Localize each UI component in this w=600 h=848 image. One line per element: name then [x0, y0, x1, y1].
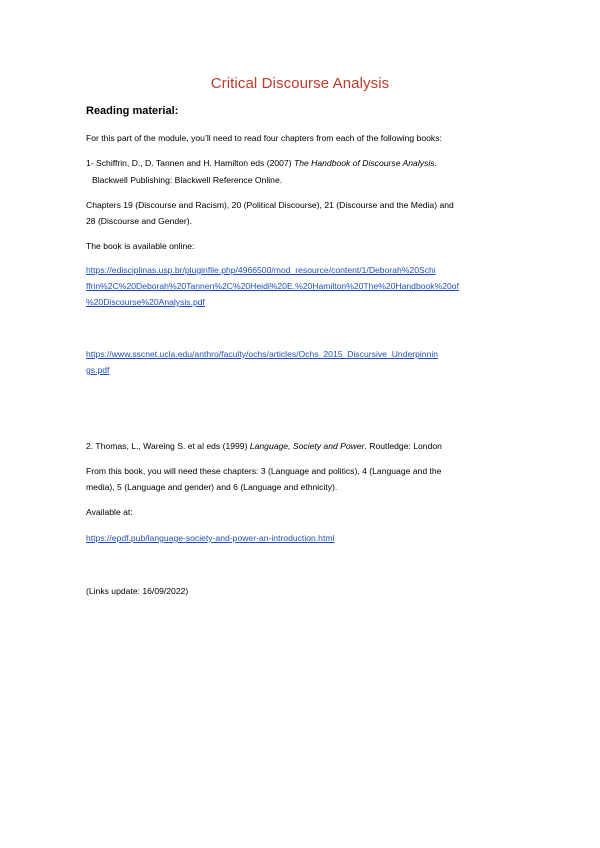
book1-link-1-line2[interactable]: ffrin%2C%20Deborah%20Tannen%2C%20Heidi%20E.%20Hamilton%20The%20Handbook%20of [86, 281, 459, 291]
book1-chapters-line2: 28 (Discourse and Gender). [86, 216, 193, 226]
book1-publisher: Blackwell Publishing: Blackwell Reference Online. [92, 175, 283, 185]
book1-citation [86, 158, 437, 169]
book2-citation [86, 441, 442, 452]
book2-link[interactable]: https://epdf.pub/language-society-and-power-an-introduction.html [86, 533, 335, 543]
book1-chapters-line1: Chapters 19 (Discourse and Racism), 20 (Political Discourse), 21 (Discourse and the Media) and [86, 200, 454, 210]
book1-available-text: The book is available online: [86, 241, 195, 251]
book1-link-2-line2[interactable]: gs.pdf [86, 365, 110, 375]
intro-text: For this part of the module, you’ll need to read four chapters from each of the following books: [86, 133, 442, 143]
book2-chapters-line2: media), 5 (Language and gender) and 6 (Language and ethnicity). [86, 482, 338, 492]
book1-link-2-line1[interactable]: https://www.sscnet.ucla.edu/anthro/faculty/ochs/articles/Ochs_2015_Discursive_Underpinnin [86, 349, 439, 359]
book2-authors: 2. Thomas, L., Wareing S. et al eds (1999) [86, 441, 248, 451]
book1-title: The Handbook of Discourse Analysis [293, 158, 435, 168]
book1-title-end: . [434, 158, 437, 168]
book1-authors: 1- Schiffrin, D., D. Tannen and H. Hamilton eds (2007) [86, 158, 292, 168]
book1-link-1-line1[interactable]: https://edisciplinas.usp.br/pluginfile.php/4966500/mod_resource/content/1/Deborah%20Schi [86, 265, 436, 275]
book2-chapters-line1: From this book, you will need these chapters: 3 (Language and politics), 4 (Language and the [86, 466, 442, 476]
book2-title: Language, Society and Power [249, 441, 365, 451]
links-update-note: (Links update: 16/09/2022) [86, 586, 189, 596]
book1-link-1-line3[interactable]: %20Discourse%20Analysis.pdf [86, 297, 205, 307]
section-heading: Reading material: [86, 105, 179, 117]
document-title: Critical Discourse Analysis [210, 75, 390, 92]
book2-available-text: Available at: [86, 507, 133, 517]
book2-publisher: . Routledge: London [364, 441, 442, 451]
